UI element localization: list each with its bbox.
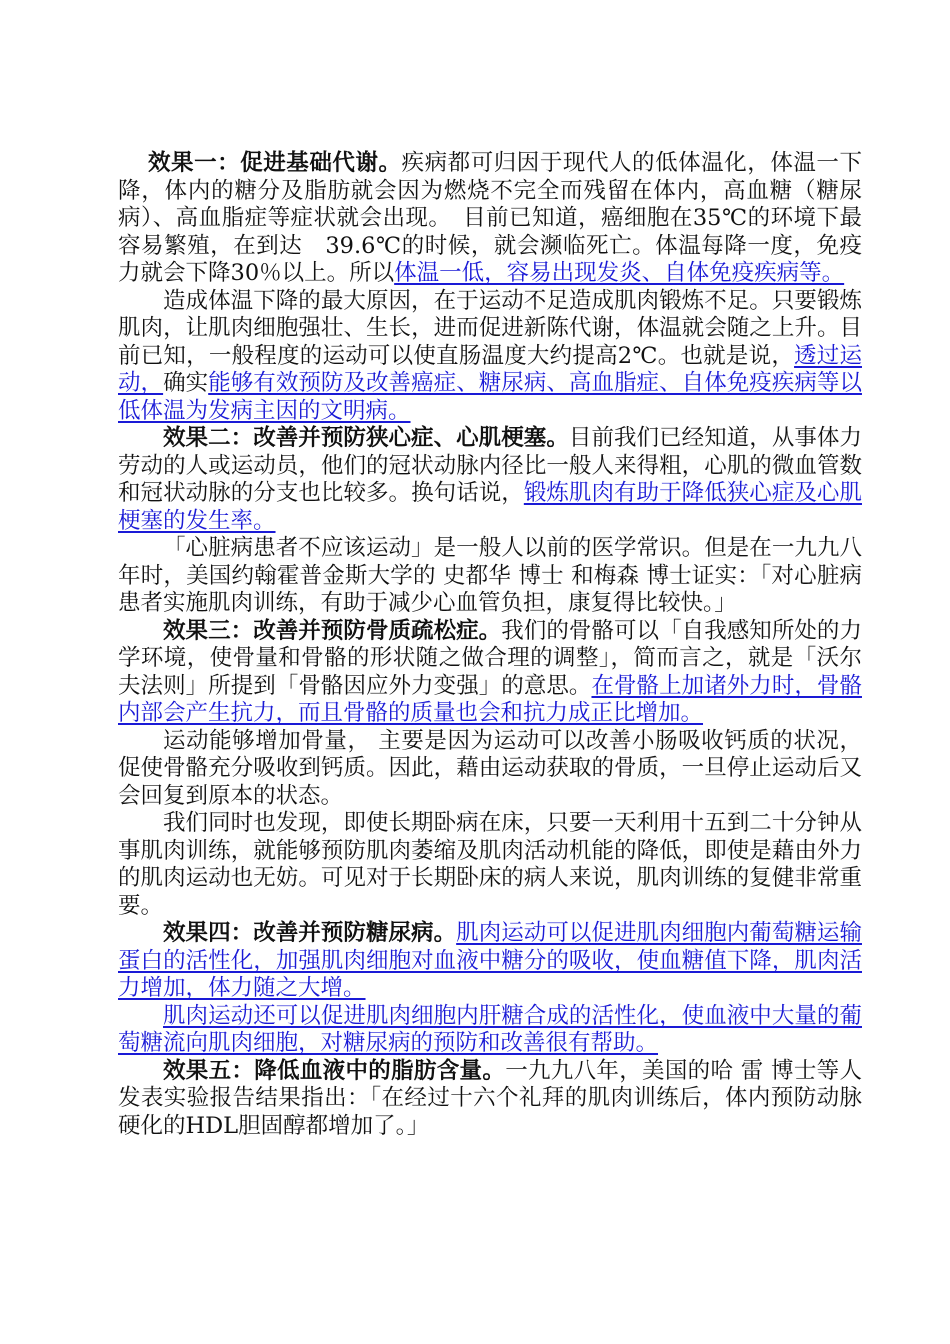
paragraph-body: [118, 728, 862, 811]
heading-effect-3: 效果三：改善并预防骨质疏松症。: [163, 617, 502, 644]
heading-effect-2: 效果二：改善并预防狭心症、心肌梗塞。: [163, 425, 569, 451]
hyperlink[interactable]: 肌肉运动还可以促进肌肉细胞内肝糖合成的活性化，使血液中大量的葡萄糖流向肌肉细胞，对糖尿病的预防和改善很有帮助。: [118, 1002, 862, 1056]
hyperlink[interactable]: 在骨骼上加诸外力时，骨骼内部会产生抗力，而且骨骼的质量也会和抗力成正比增加。: [118, 672, 862, 726]
paragraph-effect-3: [118, 618, 862, 728]
paragraph-effect-2: [118, 425, 862, 535]
paragraph-body: [118, 810, 862, 920]
heading-effect-5: 效果五：降低血液中的脂肪含量。: [163, 1057, 506, 1084]
body-text: 「心脏病患者不应该运动」是一般人以前的医学常识。但是在一九九八年时，美国约翰霍普金斯大学的 史都华 博士 和梅森 博士证实：「对心脏病患者实施肌肉训练，有助于减少心血管负担，康复得比较快。」: [118, 535, 862, 616]
heading-effect-1: 效果一：促进基础代谢。: [148, 150, 402, 176]
body-text: 我们的骨骼可以「自我感知所处的力学环境，使骨量和骨骼的形状随之做合理的调整」，简而言之，就是「沃尔夫法则」所提到「骨骼因应外力变强」的意思。: [118, 617, 862, 699]
paragraph-body: [118, 535, 862, 618]
hyperlink[interactable]: 体温一低，容易出现发炎、自体免疫疾病等。: [394, 260, 845, 286]
hyperlink[interactable]: 能够有效预防及改善癌症、糖尿病、高血脂症、自体免疫疾病等以低体温为发病主因的文明病。: [118, 370, 862, 424]
paragraph-body: [118, 288, 862, 426]
body-text: 目前我们已经知道，从事体力劳动的人或运动员，他们的冠状动脉内径比一般人来得粗，心肌的微血管数和冠状动脉的分支也比较多。换句话说，: [118, 425, 862, 506]
body-text: 运动能够增加骨量， 主要是因为运动可以改善小肠吸收钙质的状况，促使骨骼充分吸收到钙质。因此，藉由运动获取的骨质，一旦停止运动后又会回复到原本的状态。: [118, 727, 862, 809]
heading-effect-4: 效果四：改善并预防糖尿病。: [163, 920, 457, 946]
body-text: 造成体温下降的最大原因，在于运动不足造成肌肉锻炼不足。只要锻炼肌肉，让肌肉细胞强壮、生长，进而促进新陈代谢，体温就会随之上升。目前已知，一般程度的运动可以使直肠温度大约提高2℃。也就是说，: [118, 287, 862, 369]
body-text: 确实: [163, 370, 209, 396]
hyperlink[interactable]: 肌肉运动可以促进肌肉细胞内葡萄糖运输蛋白的活性化，加强肌肉细胞对血液中糖分的吸收，使血糖值下降，肌肉活力增加，体力随之大增。: [118, 920, 862, 1001]
body-text: 我们同时也发现，即使长期卧病在床，只要一天利用十五到二十分钟从事肌肉训练，就能够预防肌肉萎缩及肌肉活动机能的降低，即使是藉由外力的肌肉运动也无妨。可见对于长期卧床的病人来说，肌肉训练的复健非常重要。: [118, 810, 862, 919]
hyperlink[interactable]: 透过运动，: [118, 342, 862, 396]
body-text: 一九九八年，美国的哈 雷 博士等人发表实验报告结果指出：「在经过十六个礼拜的肌肉训练后，体内预防动脉硬化的HDL胆固醇都增加了。」: [118, 1057, 862, 1139]
hyperlink[interactable]: 锻炼肌肉有助于降低狭心症及心肌梗塞的发生率。: [118, 480, 862, 534]
paragraph-effect-4: [118, 920, 862, 1003]
paragraph-effect-1: [118, 150, 862, 288]
paragraph-body: [118, 1003, 862, 1058]
paragraph-effect-5: [118, 1058, 862, 1141]
body-text: 疾病都可归因于现代人的低体温化，体温一下降，体内的糖分及脂肪就会因为燃烧不完全而残留在体内，高血糖（糖尿病）、高血脂症等症状就会出现。 目前已知道，癌细胞在35℃的环境下最容易繁殖，在到达 39.6℃的时候，就会濒临死亡。体温每降一度，免疫力就会下降30％以上。所以: [118, 150, 862, 286]
